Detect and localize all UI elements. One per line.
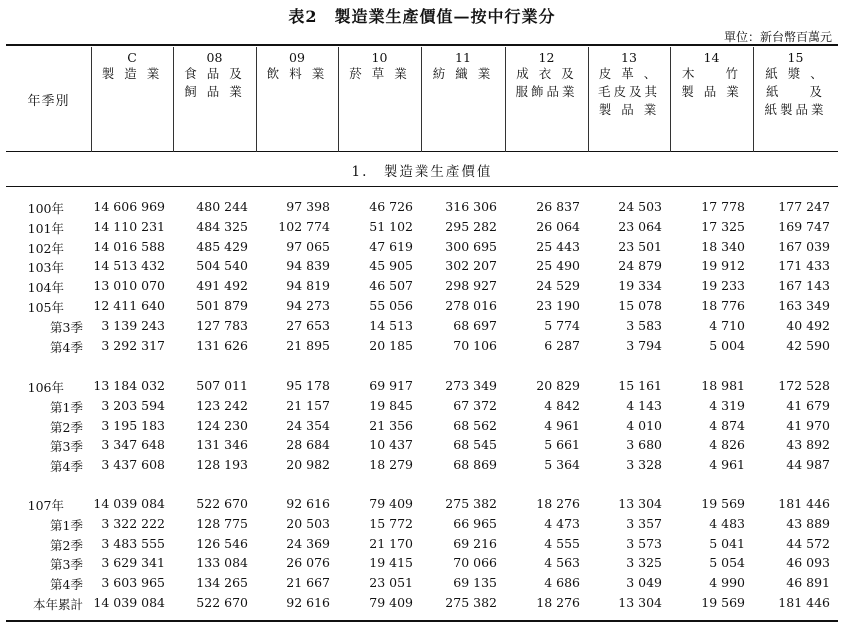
unit-label: 單位：新台幣百萬元 [723,30,832,44]
table-cell: 95 178 [286,378,330,393]
column-name: 製 造 業 [101,66,163,81]
table-cell: 5 054 [709,555,745,571]
table-cell: 3 437 608 [101,457,165,473]
table-cell: 4 555 [544,535,580,551]
table-cell: 4 961 [544,417,580,433]
table-cell: 4 686 [544,575,580,591]
table-cell: 69 917 [369,378,413,393]
table-cell: 42 590 [786,337,830,353]
table-cell: 131 626 [196,337,248,353]
table-cell: 5 004 [709,337,745,353]
column-code: 14 [703,50,720,65]
table-cell: 507 011 [196,378,248,393]
table-cell: 5 774 [544,317,580,333]
table-cell: 41 970 [786,417,830,433]
table-cell: 126 546 [196,535,248,551]
table-cell: 69 216 [453,535,497,551]
table-cell: 15 161 [618,378,662,393]
table-cell: 66 965 [453,515,497,531]
table-cell: 21 895 [286,337,330,353]
table-cell: 23 051 [369,575,413,591]
table-cell: 68 697 [453,317,497,333]
table-cell: 3 583 [626,317,662,333]
table-cell: 124 230 [196,417,248,433]
table-cell: 46 093 [786,555,830,571]
table-cell: 43 889 [786,515,830,531]
table-cell: 46 507 [369,278,413,294]
column-name: 紙 漿 、 紙 及 紙製品業 [764,66,827,117]
table-cell: 21 170 [369,535,413,551]
table-cell: 13 010 070 [93,278,165,294]
table-cell: 273 349 [445,378,497,393]
column-name: 紡 織 業 [432,66,494,81]
table-cell: 19 569 [701,496,745,511]
table-cell: 20 829 [536,378,580,393]
table-cell: 522 670 [196,496,248,511]
table-cell: 3 292 317 [101,337,165,353]
table-cell: 302 207 [445,258,497,274]
table-cell: 3 357 [626,515,662,531]
table-cell: 3 049 [626,575,662,591]
table-cell: 172 528 [778,378,830,393]
table-cell: 46 891 [786,575,830,591]
table-cell: 26 837 [536,199,580,214]
table-cell: 4 710 [709,317,745,333]
table-cell: 41 679 [786,397,830,413]
table-cell: 24 354 [286,417,330,433]
table-cell: 70 106 [453,337,497,353]
table-cell: 13 304 [618,595,662,610]
table-cell: 4 010 [626,417,662,433]
table-cell: 3 794 [626,337,662,353]
table-cell: 4 874 [709,417,745,433]
table-row [6,418,838,438]
column-name: 飲 料 業 [266,66,328,81]
table-cell: 24 529 [536,278,580,294]
table-cell: 14 513 432 [93,258,165,274]
column-header [670,50,753,152]
table-cell: 21 157 [286,397,330,413]
column-code: 09 [289,50,305,65]
table-cell: 47 619 [369,238,413,254]
row-label: 100年 [27,201,64,216]
table-row [6,338,838,358]
column-name: 皮 革 、 毛皮及其 製 品 業 [597,66,660,117]
table-cell: 68 562 [453,417,497,433]
table-cell: 102 774 [278,218,330,234]
table-cell: 23 501 [618,238,662,254]
table-cell: 4 319 [709,397,745,413]
table-row [6,516,838,536]
column-header [421,50,505,152]
table-cell: 13 304 [618,496,662,511]
row-label: 第1季 [50,399,83,415]
table-row [6,437,838,457]
table-cell: 127 783 [196,317,248,333]
table-cell: 522 670 [196,595,248,610]
column-name: 木 竹 製 品 業 [681,66,742,99]
column-header [505,50,588,152]
row-label: 105年 [27,300,64,315]
table-cell: 295 282 [445,218,497,234]
table-cell: 28 684 [286,437,330,453]
table-cell: 55 056 [369,298,413,313]
table-cell: 92 616 [286,595,330,610]
table-cell: 19 845 [369,397,413,413]
table-cell: 298 927 [445,278,497,294]
table-cell: 275 382 [445,496,497,511]
row-label: 104年 [27,280,64,296]
table-cell: 485 429 [196,238,248,254]
table-cell: 19 233 [701,278,745,294]
table-cell: 94 839 [286,258,330,274]
table-cell: 3 680 [626,437,662,453]
table-cell: 177 247 [778,199,830,214]
table-cell: 20 982 [286,457,330,473]
column-header [753,50,838,152]
table-cell: 24 369 [286,535,330,551]
column-header [91,50,173,152]
table-cell: 18 776 [701,298,745,313]
table-cell: 18 981 [701,378,745,393]
row-label: 107年 [27,498,64,513]
row-label: 第4季 [50,339,83,355]
row-label: 第3季 [50,319,83,335]
table-cell: 19 912 [701,258,745,274]
table-cell: 3 195 183 [101,417,165,433]
table-cell: 19 334 [618,278,662,294]
table-cell: 14 606 969 [93,199,165,214]
table-cell: 128 775 [196,515,248,531]
table-cell: 171 433 [778,258,830,274]
table-row [6,457,838,477]
table-cell: 40 492 [786,317,830,333]
column-code: 12 [538,50,555,65]
table-cell: 14 513 [369,317,413,333]
table-cell: 94 273 [286,298,330,313]
table-cell: 3 603 965 [101,575,165,591]
table-cell: 14 039 084 [93,595,165,610]
table-cell: 18 276 [536,496,580,511]
column-header [338,50,421,152]
table-cell: 3 347 648 [101,437,165,453]
table-cell: 134 265 [196,575,248,591]
table-cell: 24 503 [618,199,662,214]
table-cell: 44 987 [786,457,830,473]
table-cell: 504 540 [196,258,248,274]
table-cell: 6 287 [544,337,580,353]
table-cell: 27 653 [286,317,330,333]
column-code: 11 [455,50,471,65]
bottom-rule [6,620,838,622]
table-cell: 169 747 [778,218,830,234]
table-cell: 15 078 [618,298,662,313]
row-label: 103年 [27,260,64,276]
table-cell: 4 842 [544,397,580,413]
row-label: 本年累計 [32,597,83,612]
table-cell: 94 819 [286,278,330,294]
table-cell: 4 143 [626,397,662,413]
table-cell: 92 616 [286,496,330,511]
table-cell: 4 483 [709,515,745,531]
table-cell: 128 193 [196,457,248,473]
table-cell: 4 826 [709,437,745,453]
table-cell: 133 084 [196,555,248,571]
table-cell: 21 356 [369,417,413,433]
top-rule [6,44,838,46]
table-cell: 14 016 588 [93,238,165,254]
row-label: 第4季 [50,459,83,475]
table-cell: 3 573 [626,535,662,551]
table-row [6,239,838,259]
table-cell: 21 667 [286,575,330,591]
table-cell: 23 190 [536,298,580,313]
row-label: 101年 [27,220,64,236]
row-label: 第4季 [50,577,83,593]
table-cell: 25 490 [536,258,580,274]
table-cell: 25 443 [536,238,580,254]
table-cell: 163 349 [778,298,830,313]
table-cell: 5 661 [544,437,580,453]
section-bottom-rule [6,186,838,187]
table-title: 表2 製造業生產價值—按中行業分 [288,7,556,26]
table-cell: 10 437 [369,437,413,453]
table-row [6,258,838,278]
table-cell: 19 569 [701,595,745,610]
table-cell: 43 892 [786,437,830,453]
table-cell: 20 503 [286,515,330,531]
table-cell: 45 905 [369,258,413,274]
column-name: 食 品 及 飼 品 業 [184,66,245,99]
row-label: 第3季 [50,557,83,573]
table-cell: 67 372 [453,397,497,413]
table-cell: 3 325 [626,555,662,571]
table-cell: 14 039 084 [93,496,165,511]
table-cell: 3 328 [626,457,662,473]
table-row [6,378,838,398]
table-cell: 3 322 222 [101,515,165,531]
table-cell: 17 778 [701,199,745,214]
table-row [6,595,838,615]
table-cell: 14 110 231 [93,218,165,234]
section-title: 1. 製造業生產價值 [351,164,493,180]
table-cell: 23 064 [618,218,662,234]
table-row [6,318,838,338]
table-cell: 4 563 [544,555,580,571]
table-cell: 3 203 594 [101,397,165,413]
table-cell: 18 276 [536,595,580,610]
table-cell: 480 244 [196,199,248,214]
table-cell: 484 325 [196,218,248,234]
table-cell: 278 016 [445,298,497,313]
table-cell: 68 545 [453,437,497,453]
table-cell: 5 041 [709,535,745,551]
table-cell: 131 346 [196,437,248,453]
table-cell: 5 364 [544,457,580,473]
column-code: 13 [621,50,637,65]
row-label: 第3季 [50,439,83,455]
column-header [256,50,338,152]
table-row [6,398,838,418]
table-cell: 26 064 [536,218,580,234]
column-header [588,50,670,152]
column-code: 10 [371,50,388,65]
table-cell: 97 398 [286,199,330,214]
row-label: 第1季 [50,517,83,533]
table-cell: 300 695 [445,238,497,254]
table-row [6,536,838,556]
table-row [6,575,838,595]
table-cell: 4 961 [709,457,745,473]
column-name: 菸 草 業 [349,66,410,81]
year-column-header: 年季別 [27,94,70,109]
table-row [6,298,838,318]
table-cell: 316 306 [445,199,497,214]
table-cell: 501 879 [196,298,248,313]
table-cell: 19 415 [369,555,413,571]
table-cell: 44 572 [786,535,830,551]
table-cell: 167 143 [778,278,830,294]
table-cell: 68 869 [453,457,497,473]
table-row [6,555,838,575]
column-code: 08 [206,50,223,65]
table-cell: 3 483 555 [101,535,165,551]
table-cell: 20 185 [369,337,413,353]
table-cell: 491 492 [196,278,248,294]
table-cell: 18 340 [701,238,745,254]
table-cell: 70 066 [453,555,497,571]
table-cell: 4 990 [709,575,745,591]
table-cell: 46 726 [369,199,413,214]
table-cell: 69 135 [453,575,497,591]
column-header [173,50,256,152]
table-cell: 3 139 243 [101,317,165,333]
row-label: 102年 [27,240,64,256]
column-name: 成 衣 及 服飾品業 [515,66,578,99]
table-cell: 275 382 [445,595,497,610]
table-cell: 24 879 [618,258,662,274]
table-cell: 123 242 [196,397,248,413]
table-cell: 167 039 [778,238,830,254]
table-cell: 18 279 [369,457,413,473]
table-cell: 12 411 640 [93,298,165,313]
table-cell: 79 409 [369,496,413,511]
table-cell: 17 325 [701,218,745,234]
row-label: 106年 [27,380,64,395]
table-cell: 3 629 341 [101,555,165,571]
table-cell: 51 102 [369,218,413,234]
table-cell: 97 065 [286,238,330,254]
table-cell: 26 076 [286,555,330,571]
table-cell: 181 446 [778,496,830,511]
column-code: 15 [787,50,804,65]
table-row [6,199,838,219]
table-row [6,219,838,239]
table-cell: 181 446 [778,595,830,610]
table-cell: 13 184 032 [93,378,165,393]
table-cell: 15 772 [369,515,413,531]
table-cell: 4 473 [544,515,580,531]
table-row [6,278,838,298]
row-label: 第2季 [50,419,83,435]
row-label: 第2季 [50,537,83,553]
table-cell: 79 409 [369,595,413,610]
column-code: C [127,50,137,65]
table-row [6,496,838,516]
